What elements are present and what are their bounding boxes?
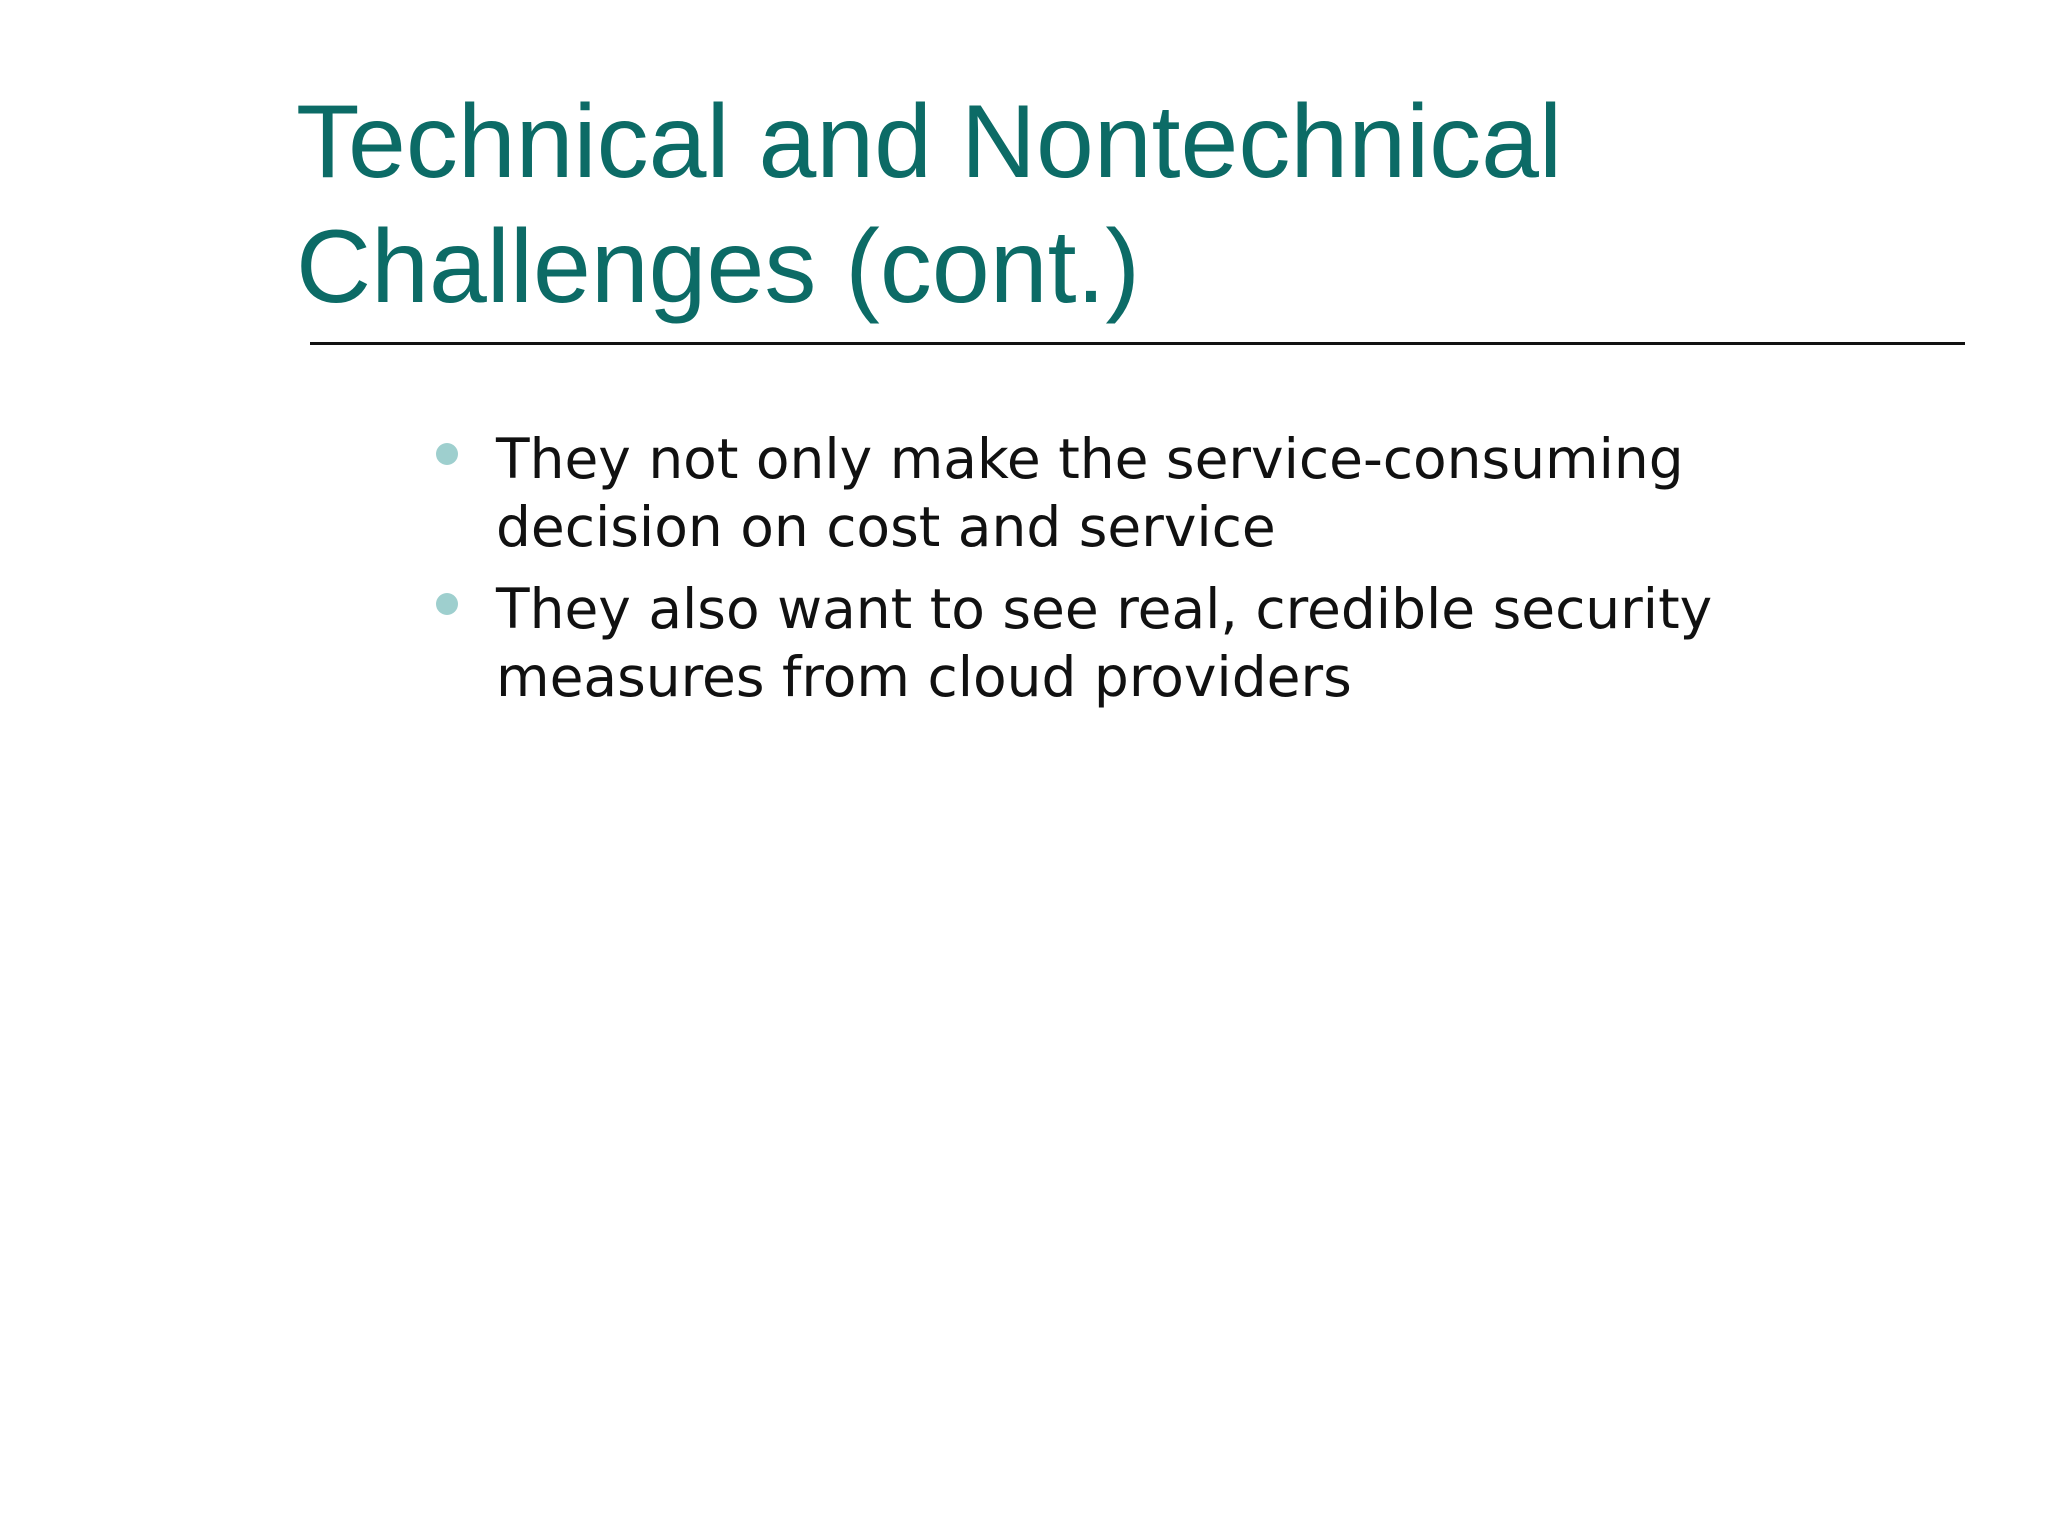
bullet-dot-icon	[436, 443, 458, 465]
bullet-text	[496, 425, 1930, 561]
slide-title-line-2: Challenges (cont.)	[296, 209, 1140, 325]
bullet-text	[496, 575, 1930, 711]
bullet-item	[430, 575, 1930, 711]
bullet-list	[430, 425, 1930, 725]
bullet-text-line-2: measures from cloud providers	[496, 645, 1352, 709]
slide-title	[296, 80, 1956, 330]
bullet-text-line-2: decision on cost and service	[496, 495, 1276, 559]
bullet-text-line-1: They not only make the service-consuming	[496, 427, 1684, 491]
bullet-dot-icon	[436, 593, 458, 615]
title-divider	[310, 342, 1965, 345]
bullet-item	[430, 425, 1930, 561]
slide-title-line-1: Technical and Nontechnical	[296, 84, 1563, 200]
bullet-text-line-1: They also want to see real, credible security	[496, 577, 1713, 641]
